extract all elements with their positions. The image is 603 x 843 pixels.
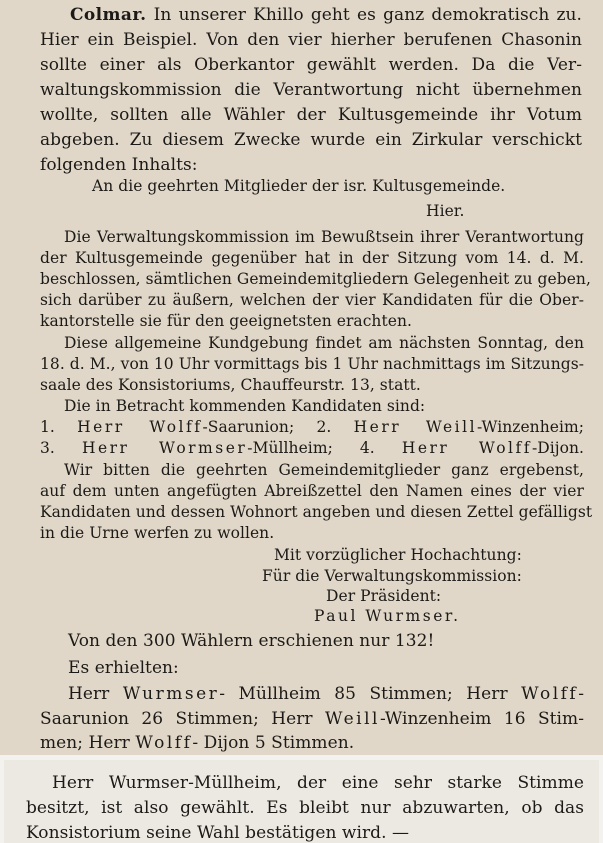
result-name-wurmser: Wurmser <box>122 684 220 704</box>
circular-p2-line-3: saale des Konsistoriums, Chauffeurstr. 13, statt. <box>40 376 421 394</box>
candidate-number-1: 1. <box>40 418 78 436</box>
candidate-wolff-dijon: Herr Wolff <box>401 439 532 457</box>
circular-p4-line-3: Kandidaten und dessen Wohnort angeben und diesen Zettel gefälligst <box>40 503 593 521</box>
circular-place: Hier. <box>426 202 465 220</box>
conclusion-line-1: Herr Wurmser-Müllheim, der eine sehr starke Stimme <box>52 773 584 793</box>
result-name-wolff-2: Wolff <box>135 733 193 753</box>
conclusion-line-3: Konsistorium seine Wahl bestätigen wird. — <box>26 823 410 843</box>
results-line-3 <box>40 732 354 754</box>
result-herr-1: Herr <box>68 684 123 704</box>
circular-p2-line-2: 18. d. M., von 10 Uhr vormittags bis 1 Uhr nachmittags im Sitzungs- <box>40 355 584 373</box>
intro-line-1-text: In unserer Khillo geht es ganz demokratisch zu. <box>146 5 582 25</box>
results-heading: Es erhielten: <box>68 658 179 678</box>
candidate-sep-1: -Saarunion; 2. <box>202 418 354 436</box>
result-wurmser-votes: - Müllheim 85 Stimmen; Herr <box>219 684 522 704</box>
circular-p3-line: Die in Betracht kommenden Kandidaten sind: <box>64 397 426 415</box>
intro-line-5: wollte, sollten alle Wähler der Kultusgemeinde ihr Votum <box>40 105 582 125</box>
circular-p4-line-1: Wir bitten die geehrten Gemeindemitglieder ganz ergebenst, <box>64 461 584 479</box>
intro-line-4: waltungskommission die Verantwortung nicht übernehmen <box>40 80 582 100</box>
candidate-sep-2: -Müllheim; 4. <box>247 439 402 457</box>
circular-signature: Paul Wurmser. <box>314 607 461 625</box>
candidates-line-2 <box>40 438 584 458</box>
lead-place: Colmar. <box>70 5 147 25</box>
circular-p1-line-4: sich darüber zu äußern, welchen der vier Kandidaten für die Ober- <box>40 291 584 309</box>
newspaper-clipping-continuation <box>4 760 599 843</box>
intro-line-3: sollte einer als Oberkantor gewählt werden. Da die Ver- <box>40 55 582 75</box>
result-saarunion-votes: Saarunion 26 Stimmen; Herr <box>40 709 325 729</box>
candidate-wolff-saarunion: Herr Wolff <box>77 418 203 436</box>
intro-line-2: Hier ein Beispiel. Von den vier hierher berufenen Chasonin <box>40 30 582 50</box>
result-name-wolff-1: Wolff <box>521 684 579 704</box>
result-name-weill: Weill <box>325 709 380 729</box>
candidate-place-winzenheim: -Winzenheim; <box>477 418 584 436</box>
candidates-line-1 <box>40 417 584 437</box>
circular-address: An die geehrten Mitglieder der isr. Kultusgemeinde. <box>92 177 506 195</box>
result-dijon-votes: - Dijon 5 Stimmen. <box>192 733 355 753</box>
circular-p4-line-2: auf dem unten angefügten Abreißzettel den Namen eines der vier <box>40 482 584 500</box>
result-weill-votes: -Winzenheim 16 Stim- <box>379 709 584 729</box>
results-line-1 <box>68 683 584 705</box>
candidate-wormser: Herr Wormser <box>81 439 248 457</box>
circular-p2-line-1: Diese allgemeine Kundgebung findet am nächsten Sonntag, den <box>64 334 584 352</box>
circular-closing-org: Für die Verwaltungskommission: <box>262 567 522 585</box>
candidate-weill: Herr Weill <box>353 418 478 436</box>
circular-p1-line-1: Die Verwaltungskommission im Bewußtsein ihrer Verantwortung <box>64 228 584 246</box>
candidate-number-3: 3. <box>40 439 82 457</box>
turnout-line: Von den 300 Wählern erschienen nur 132! <box>68 631 435 651</box>
conclusion-line-2: besitzt, ist also gewählt. Es bleibt nur abzuwarten, ob das <box>26 798 584 818</box>
result-men-herr: men; Herr <box>40 733 136 753</box>
circular-p1-line-3: beschlossen, sämtlichen Gemeindemitgliedern Gelegenheit zu geben, <box>40 270 591 288</box>
circular-p1-line-2: der Kultusgemeinde gegenüber hat in der Sitzung vom 14. d. M. <box>40 249 584 267</box>
intro-line-7: folgenden Inhalts: <box>40 155 198 175</box>
intro-line-6: abgeben. Zu diesem Zwecke wurde ein Zirkular verschickt <box>40 130 582 150</box>
result-hyphen: - <box>578 684 585 704</box>
circular-p4-line-4: in die Urne werfen zu wollen. <box>40 524 275 542</box>
circular-closing-role: Der Präsident: <box>326 587 442 605</box>
results-line-2 <box>40 708 584 730</box>
circular-p1-line-5: kantorstelle sie für den geeignetsten erachten. <box>40 312 412 330</box>
circular-closing: Mit vorzüglicher Hochachtung: <box>274 546 522 564</box>
intro-line-1 <box>70 4 582 26</box>
candidate-place-dijon: -Dijon. <box>531 439 584 457</box>
